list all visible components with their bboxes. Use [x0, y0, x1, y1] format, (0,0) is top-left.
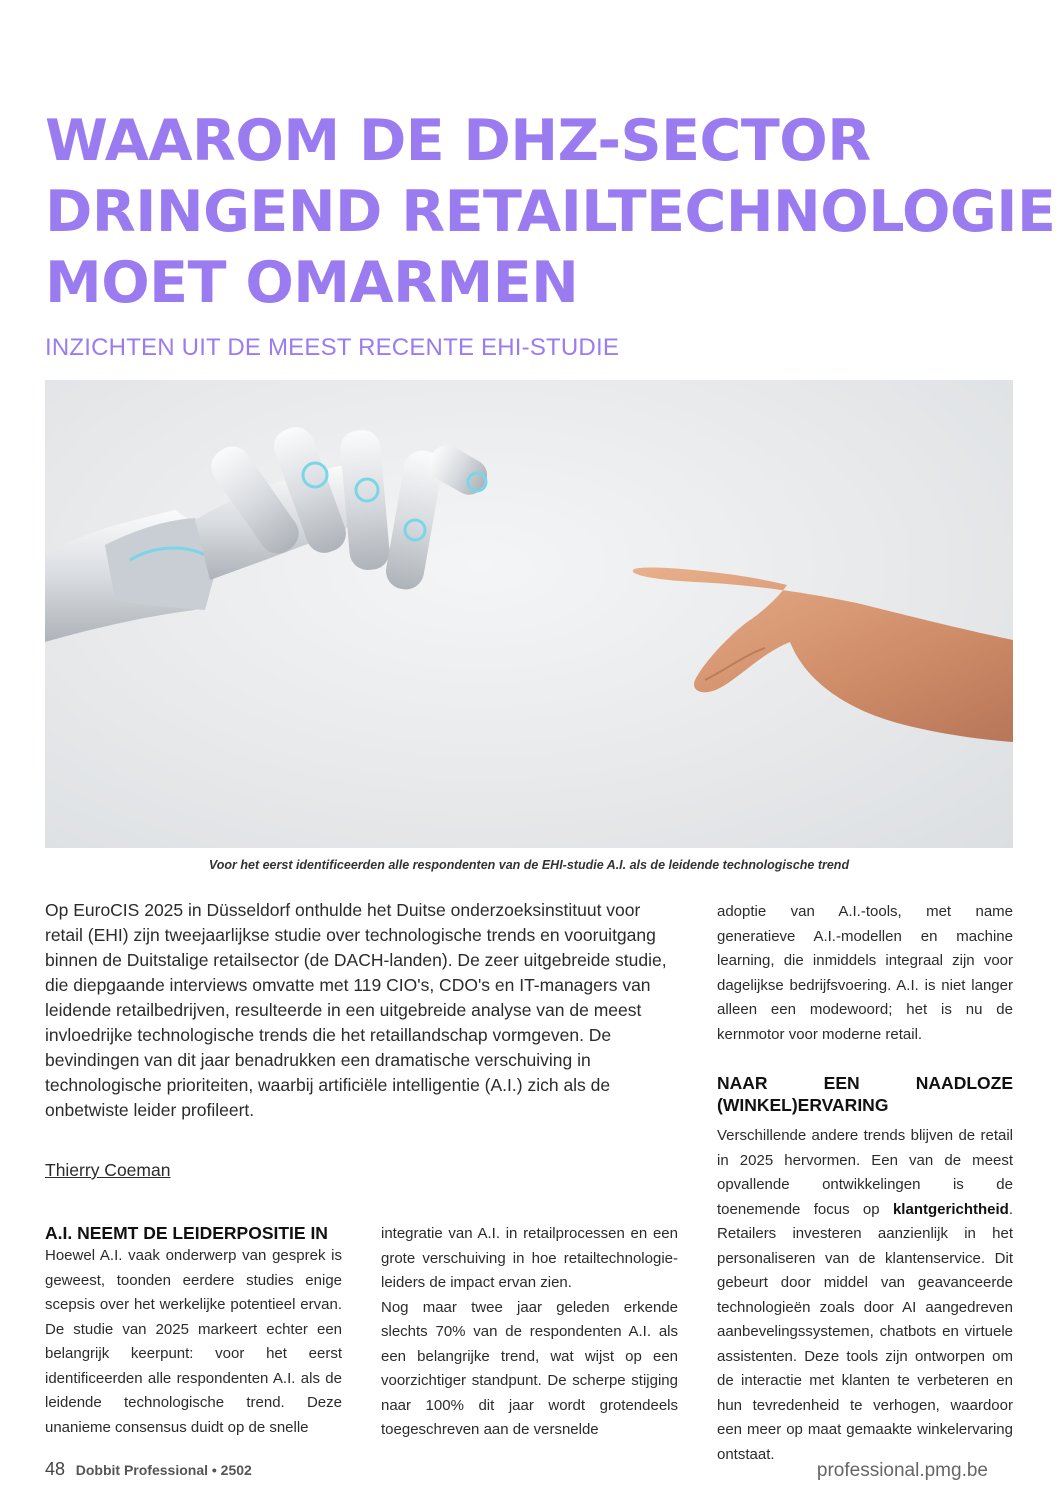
page-number: 48: [45, 1459, 66, 1479]
section1-paragraph-3: Nog maar twee jaar geleden erkende slechts 70% van de respondenten A.I. als een belangrijke trend, wat wijst op een voorzichtiger standpunt. De scherpe stijging naar 100% dit jaar wordt grotendeels toegeschreven aan de versnelde: [381, 1298, 678, 1438]
section2-paragraph-1: [717, 1124, 1013, 1467]
section1-paragraph-4: adoptie van A.I.-tools, met name generatieve A.I.-modellen en machine learning, die inmiddels integraal zijn voor dagelijkse bedrijfsvoering. A.I. is niet langer alleen een modewoord; het is nu de kernmotor voor moderne retail.: [717, 903, 1013, 1043]
page-footer: [45, 1459, 252, 1480]
section2-text-after: . Retailers investeren aanzienlijk in het personaliseren van de klantenservice. Dit gebeurt door middel van geavanceerde technologieën zoals door AI aangedreven aanbevelingssystemen, chatbots en virtuele assistenten. Deze tools zijn ontworpen om de interactie met klanten te verbeteren en hun tevredenheid te verhogen, waardoor een meer op maat gemaakte winkelervaring ontstaat.: [717, 1200, 1013, 1463]
section1-paragraph-1: Hoewel A.I. vaak onderwerp van gesprek is geweest, toonden eerdere studies enige scepsis over het werkelijke potentieel ervan. De studie van 2025 markeert echter een belangrijk keerpunt: voor het eerst identificeerden alle respondenten A.I. als de leidende technologische trend. Deze unanieme consensus duidt op de snelle: [45, 1247, 342, 1436]
keyword-klantgerichtheid: klantgerichtheid: [892, 1200, 1009, 1218]
website-link[interactable]: professional.pmg.be: [816, 1460, 988, 1481]
subtitle: INZICHTEN UIT DE MEEST RECENTE EHI-STUDIE: [45, 334, 620, 361]
headline-line-1: WAAROM DE DHZ-SECTOR: [45, 108, 871, 174]
hero-image: [45, 380, 1013, 848]
magazine-issue: Dobbit Professional • 2502: [75, 1462, 252, 1478]
human-hand: [633, 568, 1013, 742]
image-caption: Voor het eerst identificeerden alle respondenten van de EHI-studie A.I. als de leidende technologische trend: [208, 858, 850, 872]
author-link[interactable]: Thierry Coeman: [45, 1160, 171, 1180]
section2-text-before: Verschillende andere trends blijven de retail in 2025 hervormen. Een van de meest opvallende ontwikkelingen is de toenemende focus op: [717, 1127, 1013, 1218]
robot-and-human-hand-illustration: [45, 380, 1013, 848]
headline-line-2: DRINGEND RETAILTECHNOLOGIE: [45, 179, 1056, 245]
column-3-heading: [717, 1072, 1013, 1116]
column-1: [45, 1222, 342, 1440]
section1-paragraph-2: integratie van A.I. in retailprocessen en een grote verschuiving in hoe retailtechnologie-leiders de impact ervan zien.: [381, 1225, 678, 1291]
column-2: [381, 1222, 678, 1443]
section-heading-experience: NAAR EEN NAADLOZE (WINKEL)ERVARING: [717, 1073, 1013, 1115]
intro-paragraph: Op EuroCIS 2025 in Düsseldorf onthulde het Duitse onderzoeksinstituut voor retail (EHI) zijn tweejaarlijkse studie over technologische trends en vooruitgang binnen de Duitstalige retailsector (de DACH-landen). De zeer uitgebreide studie, die diepgaande interviews omvatte met 119 CIO's, CDO's en IT-managers van leidende retailbedrijven, resulteerde in een uitgebreide analyse van de meest invloedrijke technologische trends die het retaillandschap vormgeven. De bevindingen van dit jaar benadrukken een dramatische verschuiving in technologische prioriteiten, waarbij artificiële intelligentie (A.I.) zich als de onbetwiste leider profileert.: [45, 900, 667, 1120]
headline-line-3: MOET OMARMEN: [45, 250, 579, 316]
column-3-body: [717, 1124, 1013, 1467]
section-heading-ai: A.I. NEEMT DE LEIDERPOSITIE IN: [45, 1223, 328, 1243]
robot-hand: [45, 422, 493, 642]
column-3-top: [717, 900, 1013, 1047]
headline: [45, 106, 1056, 319]
